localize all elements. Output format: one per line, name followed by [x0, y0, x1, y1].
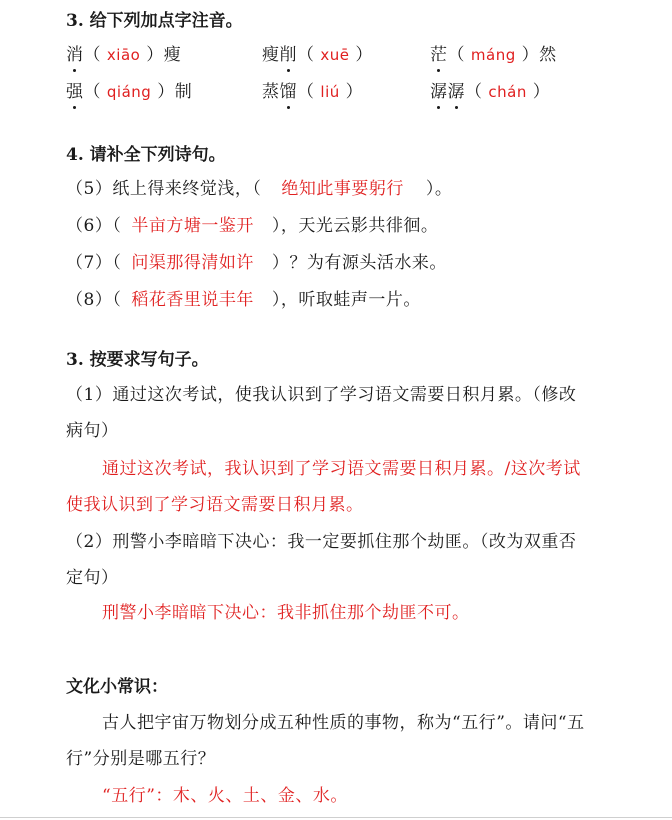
- pinyin-answer: chán: [488, 83, 527, 101]
- line-text: ）。: [425, 179, 453, 199]
- dotted-char: 茫: [430, 40, 448, 65]
- char-text: 瘦: [163, 45, 182, 65]
- line-number: （8）: [66, 290, 113, 310]
- line-number: （7）: [66, 253, 113, 273]
- pinyin-item: 瘦削（ xuē ）: [262, 40, 373, 65]
- line-text: ），天光云影共徘徊。: [271, 216, 439, 236]
- dotted-char: 潺: [448, 77, 466, 102]
- dotted-char: 强: [66, 77, 84, 102]
- section-culture-title: 文化小常识：: [66, 677, 168, 697]
- line-text: ）？为有源头活水来。: [271, 253, 447, 273]
- poem-line: [66, 285, 421, 310]
- pinyin-answer: qiáng: [106, 83, 152, 101]
- pinyin-answer: máng: [470, 46, 516, 64]
- char-text: 瘦: [262, 45, 280, 65]
- dotted-char: 削: [280, 40, 298, 65]
- culture-question-line-1: 古人把宇宙万物划分成五种性质的事物，称为“五行”。请问“五: [102, 713, 585, 733]
- char-text: 然: [539, 45, 557, 65]
- pinyin-answer: liú: [320, 83, 340, 101]
- pinyin-item: 潺潺（ chán ）: [430, 77, 550, 102]
- line-text: （: [112, 290, 122, 310]
- poem-answer: 绝知此事要躬行: [281, 179, 404, 199]
- question-1-line-2: 病句）: [66, 421, 119, 441]
- poem-line: [66, 211, 438, 236]
- char-text: 蒸: [262, 82, 280, 102]
- pinyin-answer: xuē: [320, 46, 350, 64]
- poem-line: [66, 248, 447, 273]
- section-sentence-title: 3. 按要求写句子。: [66, 350, 209, 370]
- answer-1-line-2: 使我认识到了学习语文需要日积月累。: [66, 495, 364, 515]
- page-bottom-border: [0, 817, 672, 818]
- line-text: （: [112, 216, 122, 236]
- pinyin-item: 强（ qiáng ）制: [66, 77, 192, 102]
- poem-answer: 半亩方塘一鉴开: [131, 216, 254, 236]
- dotted-char: 消: [66, 40, 84, 65]
- line-text: ），听取蛙声一片。: [271, 290, 421, 310]
- poem-answer: 稻花香里说丰年: [131, 290, 254, 310]
- line-text: 纸上得来终觉浅，（: [112, 179, 262, 199]
- pinyin-item: 茫（ máng ）然: [430, 40, 557, 65]
- line-number: （6）: [66, 216, 113, 236]
- question-2-line-1: （2）刑警小李暗暗下决心：我一定要抓住那个劫匪。（改为双重否: [66, 532, 577, 552]
- pinyin-item: 消（ xiāo ）瘦: [66, 40, 181, 65]
- pinyin-answer: xiāo: [106, 46, 141, 64]
- answer-1-line-1: 通过这次考试，我认识到了学习语文需要日积月累。/这次考试: [102, 459, 581, 479]
- line-text: （: [112, 253, 122, 273]
- culture-question-line-2: 行”分别是哪五行？: [66, 749, 216, 769]
- question-2-line-2: 定句）: [66, 568, 119, 588]
- char-text: 制: [174, 82, 193, 102]
- culture-answer: “五行”：木、火、土、金、水。: [102, 786, 348, 806]
- section-pinyin-title: 3. 给下列加点字注音。: [66, 11, 243, 31]
- section-poem-title: 4. 请补全下列诗句。: [66, 145, 226, 165]
- dotted-char: 馏: [280, 77, 298, 102]
- line-number: （5）: [66, 179, 113, 199]
- question-1-line-1: （1）通过这次考试，使我认识到了学习语文需要日积月累。（修改: [66, 385, 577, 405]
- dotted-char: 潺: [430, 77, 448, 102]
- poem-answer: 问渠那得清如许: [131, 253, 254, 273]
- poem-line: [66, 174, 452, 199]
- answer-2: 刑警小李暗暗下决心：我非抓住那个劫匪不可。: [102, 603, 470, 623]
- pinyin-item: 蒸馏（ liú ）: [262, 77, 363, 102]
